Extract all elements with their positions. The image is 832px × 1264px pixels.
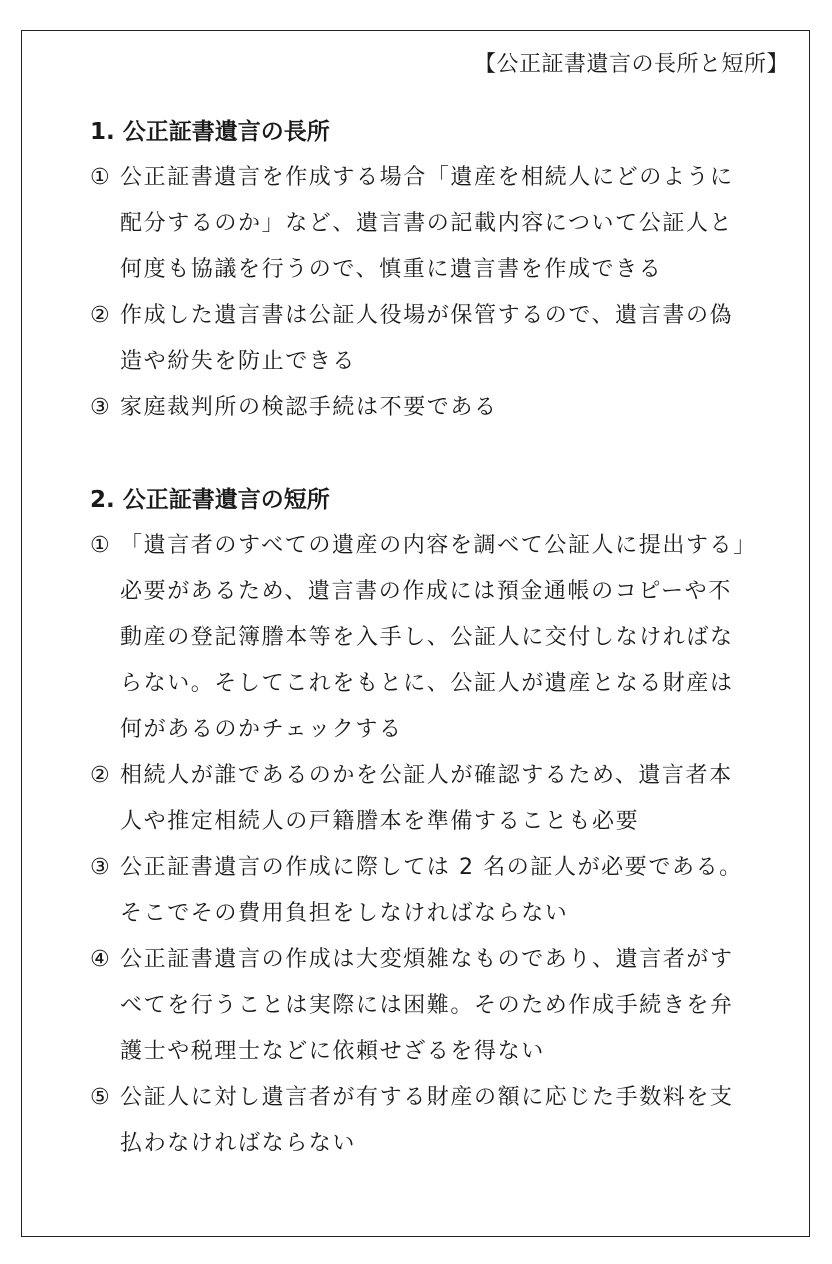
list-item	[90, 385, 750, 431]
item-text: 相続人が誰であるのかを公証人が確認するため、遺言者本人や推定相続人の戸籍謄本を準備することも必要	[120, 763, 733, 834]
item-text: 作成した遺言書は公証人役場が保管するので、遺言書の偽造や紛失を防止できる	[120, 303, 734, 374]
item-number: ①	[90, 533, 112, 558]
section-heading: 2. 公正証書遺言の短所	[90, 487, 330, 513]
document-title: 【公正証書遺言の長所と短所】	[473, 52, 789, 77]
list-item	[90, 155, 750, 293]
item-number: ④	[90, 947, 112, 972]
section-spacer	[90, 431, 750, 477]
item-text: 公証人に対し遺言者が有する財産の額に応じた手数料を支払わなければならない	[120, 1085, 734, 1156]
list-item	[90, 753, 750, 845]
list-item	[90, 1075, 750, 1167]
document-content	[90, 109, 750, 1167]
item-number: ③	[90, 395, 112, 420]
item-text: 「遺言者のすべての遺産の内容を調べて公証人に提出する」必要があるため、遺言書の作成には預金通帳のコピーや不動産の登記簿謄本等を入手し、公証人に交付しなければならない。そしてこれをもとに、公証人が遺産となる財産は何があるのかチェックする	[120, 533, 746, 742]
item-text: 家庭裁判所の検認手続は不要である	[120, 395, 498, 420]
list-item	[90, 845, 750, 937]
item-number: ①	[90, 165, 112, 190]
item-text: 公正証書遺言の作成に際しては 2 名の証人が必要である。そこでその費用負担をしなければならない	[120, 855, 743, 926]
section-disadvantages	[90, 477, 750, 1167]
section-heading: 1. 公正証書遺言の長所	[90, 119, 330, 145]
list-item	[90, 523, 750, 753]
section-advantages	[90, 109, 750, 431]
item-text: 公正証書遺言の作成は大変煩雑なものであり、遺言者がすべてを行うことは実際には困難。そのため作成手続きを弁護士や税理士などに依頼せざるを得ない	[120, 947, 734, 1064]
item-number: ⑤	[90, 1085, 112, 1110]
item-text: 公正証書遺言を作成する場合「遺産を相続人にどのように配分するのか」など、遺言書の記載内容について公証人と何度も協議を行うので、慎重に遺言書を作成できる	[120, 165, 734, 282]
document-frame	[21, 30, 810, 1237]
list-item	[90, 937, 750, 1075]
item-number: ②	[90, 763, 112, 788]
list-item	[90, 293, 750, 385]
item-number: ③	[90, 855, 112, 880]
item-number: ②	[90, 303, 112, 328]
